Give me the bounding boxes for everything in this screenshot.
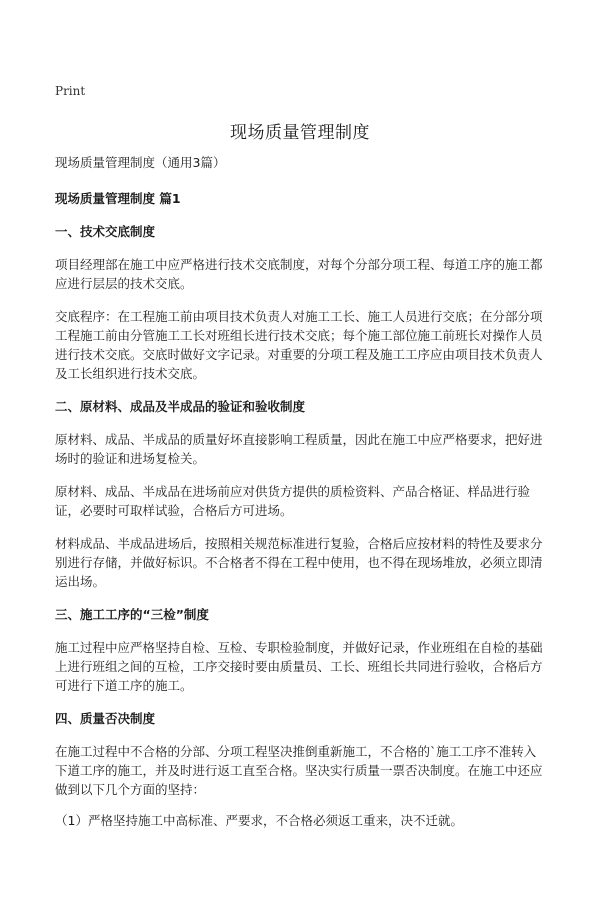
- section-quality-veto: [55, 709, 547, 830]
- article-heading: 现场质量管理制度 篇1: [55, 191, 181, 206]
- section-three-inspections: [55, 605, 547, 695]
- section-technical-briefing: [55, 222, 547, 383]
- paragraph: 原材料、成品、半成品的质量好坏直接影响工程质量，因此在施工中应严格要求，把好进场时的验证和进场复检关。: [55, 432, 543, 466]
- section-material-verification: [55, 397, 547, 591]
- document-subtitle: 现场质量管理制度（通用3篇）: [55, 155, 226, 170]
- page-title: 现场质量管理制度: [230, 123, 370, 143]
- section-heading: 二、原材料、成品及半成品的验证和验收制度: [55, 399, 306, 414]
- paragraph: 项目经理部在施工中应严格进行技术交底制度，对每个分部分项工程、每道工序的施工都应进行层层的技术交底。: [55, 257, 543, 291]
- paragraph: 材料成品、半成品进场后，按照相关规范标准进行复验，合格后应按材料的特性及要求分别进行存储，并做好标识。不合格者不得在工程中使用，也不得在现场堆放，必须立即清运出场。: [55, 536, 543, 589]
- section-heading: 三、施工工序的“三检”制度: [55, 607, 209, 622]
- paragraph: 原材料、成品、半成品在进场前应对供货方提供的质检资料、产品合格证、样品进行验证，必要时可取样试验，合格后方可进场。: [55, 484, 531, 518]
- print-label: Print: [55, 84, 86, 98]
- section-heading: 一、技术交底制度: [55, 224, 156, 239]
- paragraph: 交底程序：在工程施工前由项目技术负责人对施工工长、施工人员进行交底；在分部分项工程施工前由分管施工工长对班组长进行技术交底；每个施工部位施工前班长对操作人员进行技术交底。交底时做好文字记录。对重要的分项工程及施工工序应由项目技术负责人及工长组织进行技术交底。: [55, 309, 543, 381]
- section-heading: 四、质量否决制度: [55, 711, 156, 726]
- document-body: [55, 153, 547, 844]
- paragraph: 施工过程中应严格坚持自检、互检、专职检验制度，并做好记录，作业班组在自检的基础上进行班组之间的互检，工序交接时要由质量员、工长、班组长共同进行验收，合格后方可进行下道工序的施工。: [55, 640, 543, 693]
- list-item: （1）严格坚持施工中高标准、严要求，不合格必须返工重来，决不迁就。: [55, 813, 463, 828]
- paragraph: 在施工过程中不合格的分部、分项工程坚决推倒重新施工，不合格的`施工工序不准转入下道工序的施工，并及时进行返工直至合格。坚决实行质量一票否决制度。在施工中还应做到以下几个方面的坚持：: [55, 744, 543, 797]
